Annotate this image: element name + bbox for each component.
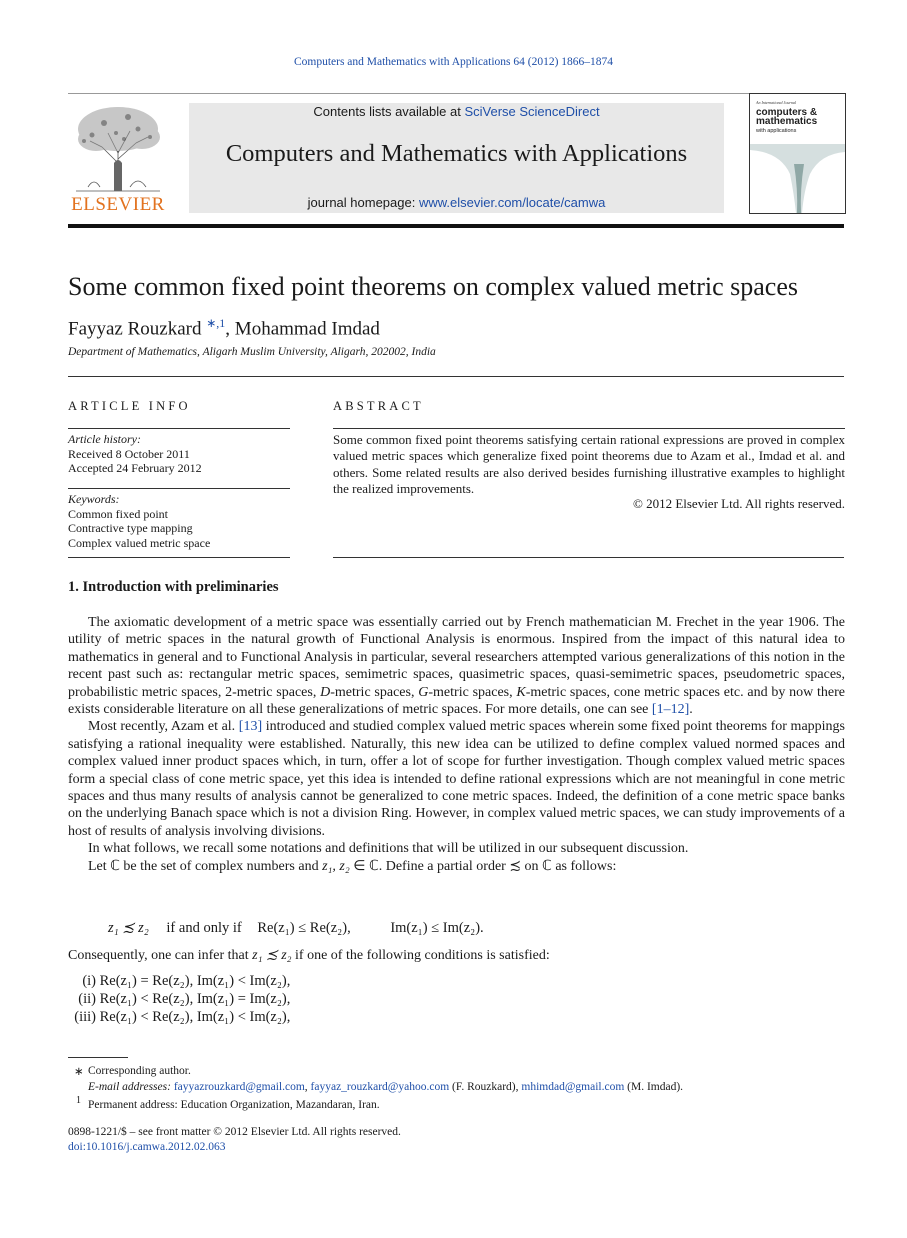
math-var: D [320,684,331,700]
author-imdad: Mohammad Imdad [234,318,380,340]
article-title: Some common fixed point theorems on complex valued metric spaces [68,272,798,301]
keyword: Common fixed point [68,506,168,521]
text-run: Let ℂ be the set of complex numbers and [88,858,323,874]
keyword: Complex valued metric space [68,535,211,550]
header-top-rule [68,93,844,94]
text-run: . [689,702,693,718]
text-run: (M. Imdad). [624,1081,684,1093]
math-var: z₁, z₂ [322,858,350,874]
email-link[interactable]: fayyaz_rouzkard@yahoo.com [310,1081,450,1093]
footnote-one-mark: 1 [76,1095,81,1106]
email-link[interactable]: fayyazrouzkard@gmail.com [173,1081,305,1093]
text-run: Consequently, one can infer that [68,948,253,963]
elsevier-wordmark: ELSEVIER [71,194,165,215]
condition-label: (i) [82,973,96,989]
cover-title: computers & mathematics [756,107,818,127]
info-rule-2 [68,488,290,489]
condition-text: Re(z₁) = Re(z₂), Im(z₁) < Im(z₂), [99,973,291,989]
author-rouzkard: Fayyaz Rouzkard [68,318,207,340]
condition-text: Re(z₁) < Re(z₂), Im(z₁) < Im(z₂), [99,1009,291,1025]
math-text: if and only if [166,920,242,936]
history-label: Article history: [68,432,141,446]
info-rule-1 [68,428,290,429]
cover-subtitle: with applications [756,128,797,134]
condition-label: (iii) [74,1009,96,1025]
abstract-top-rule [333,428,845,429]
condition-text: Re(z₁) < Re(z₂), Im(z₁) = Im(z₂), [99,991,291,1007]
affiliation: Department of Mathematics, Aligarh Muslim University, Aligarh, 202002, India [68,346,436,358]
text-run: The axiomatic development of a metric space was essentially carried out by French mathematician M. Frechet in the year 1906. The utility of metric spaces in the natural growth of Functional Analysis is enormous. Inspired from the impact of this natural idea to mathematics in general and to Functional Analysis in particular, several researchers attempted various generalizations of this notion in the recent past such as: rectangular metric spaces, semimetric spaces, quasimetric spaces, quasi-semimetric spaces, pseudometric spaces, probabilistic metric spaces, 2-metric spaces, [68,615,845,700]
footnote-permanent: Permanent address: Education Organization, Mazandaran, Iran. [88,1099,380,1111]
condition-item [68,973,290,990]
paragraph [68,718,845,840]
text-run: (F. Rouzkard), [449,1081,522,1093]
footnote-corresponding: Corresponding author. [88,1065,191,1077]
text-run: ∈ ℂ. Define a partial order ≾ on ℂ as follows: [349,858,617,874]
keyword: Contractive type mapping [68,521,193,535]
article-history [68,432,202,476]
header-thick-rule [68,224,844,228]
journal-cover-thumbnail[interactable] [749,93,846,214]
homepage-prefix: journal homepage: [307,195,419,210]
contents-prefix: Contents lists available at [313,104,465,119]
homepage-link[interactable]: www.elsevier.com/locate/camwa [418,195,606,210]
author-list [68,316,380,340]
footnote-star-mark: ∗ [74,1066,84,1078]
front-matter-line: 0898-1221/$ – see front matter © 2012 Elsevier Ltd. All rights reserved. [68,1126,401,1138]
text-run: introduced and studied complex valued metric spaces wherein some fixed point theorems for mappings satisfying a rational inequality were established. Naturally, this new idea can be utilized to define complex valued normed spaces and complex valued inner product spaces which, in turn, offer a lot of scope for further investigation. Though complex valued metric spaces form a special class of cone metric space, yet this idea is intended to define rational expressions which are not meaningful in cone metric spaces and thus many results of analysis cannot be generalized to cone metric spaces. Indeed, the definition of a cone metric space banks on the underlying Banach space which is not a division Ring. However, in complex valued metric spaces, we can study improvements of a host of results of analysis involving divisions. [68,719,845,839]
math-relation: z₁ ≾ z₂ [108,920,149,936]
abstract-copyright: © 2012 Elsevier Ltd. All rights reserved. [632,496,845,511]
math-real-part: Re(z₁) ≤ Re(z₂), [257,920,351,936]
paragraph [68,858,845,875]
citation-link[interactable]: [1–12] [651,702,690,718]
paragraph [68,614,845,718]
section-heading: 1. Introduction with preliminaries [68,579,279,595]
text-run: if one of the following conditions is satisfied: [291,948,550,963]
cover-artwork [750,94,845,213]
text-run: , [304,1081,311,1093]
homepage-line [189,195,724,210]
author-separator: , [225,318,235,340]
tree-icon [68,103,168,195]
math-var: K [516,684,526,700]
section-body [68,614,845,875]
math-relation: z₁ ≾ z₂ [252,948,292,963]
condition-item [68,1009,290,1026]
definition-display [108,920,484,937]
abstract-heading: ABSTRACT [333,399,424,413]
text-run: -metric spaces, [428,684,517,700]
text-run: Most recently, Azam et al. [88,719,239,735]
keywords-label: Keywords: [68,492,120,506]
accepted-date: Accepted 24 February 2012 [68,461,202,475]
author-footnote-marks[interactable]: ∗,1 [206,316,226,330]
footnote-rule [68,1057,128,1058]
journal-title: Computers and Mathematics with Applications [225,140,688,167]
email-label: E-mail addresses: [88,1081,174,1093]
doi-link[interactable]: doi:10.1016/j.camwa.2012.02.063 [68,1141,226,1153]
email-link[interactable]: mhimdad@gmail.com [521,1081,625,1093]
abstract-bottom-rule [333,557,844,558]
cover-small-text: An International Journal [756,100,796,105]
text-run: -metric spaces, [330,684,419,700]
math-imag-part: Im(z₁) ≤ Im(z₂). [390,920,484,936]
paragraph: In what follows, we recall some notations and definitions that will be utilized in our subsequent discussion. [88,841,689,857]
contents-line [189,104,724,119]
citation-link[interactable]: [13] [238,719,263,735]
math-var: G [418,684,429,700]
article-info-heading: ARTICLE INFO [68,399,191,413]
condition-label: (ii) [78,991,96,1007]
abstract-text: Some common fixed point theorems satisfying certain rational expressions are proved in complex valued metric spaces which generalize fixed point theorems due to Azam et al., Imdad et al. and others. Some related results are also derived besides furnishing illustrative examples to highlight the realized improvements. [333,432,845,496]
journal-reference[interactable]: Computers and Mathematics with Applications 64 (2012) 1866–1874 [293,56,614,68]
received-date: Received 8 October 2011 [68,446,190,461]
condition-item [68,991,290,1008]
consequence-line [68,947,550,964]
info-rule-3 [68,557,290,558]
sciencedirect-link[interactable]: SciVerse ScienceDirect [464,104,600,119]
footnote-emails [88,1081,683,1093]
keywords-block [68,492,210,550]
title-rule [68,376,844,377]
text-run: -metric spaces, cone metric spaces etc. and by now there exists considerable literature on all these generalizations of metric spaces. For more details, one can see [68,684,845,718]
